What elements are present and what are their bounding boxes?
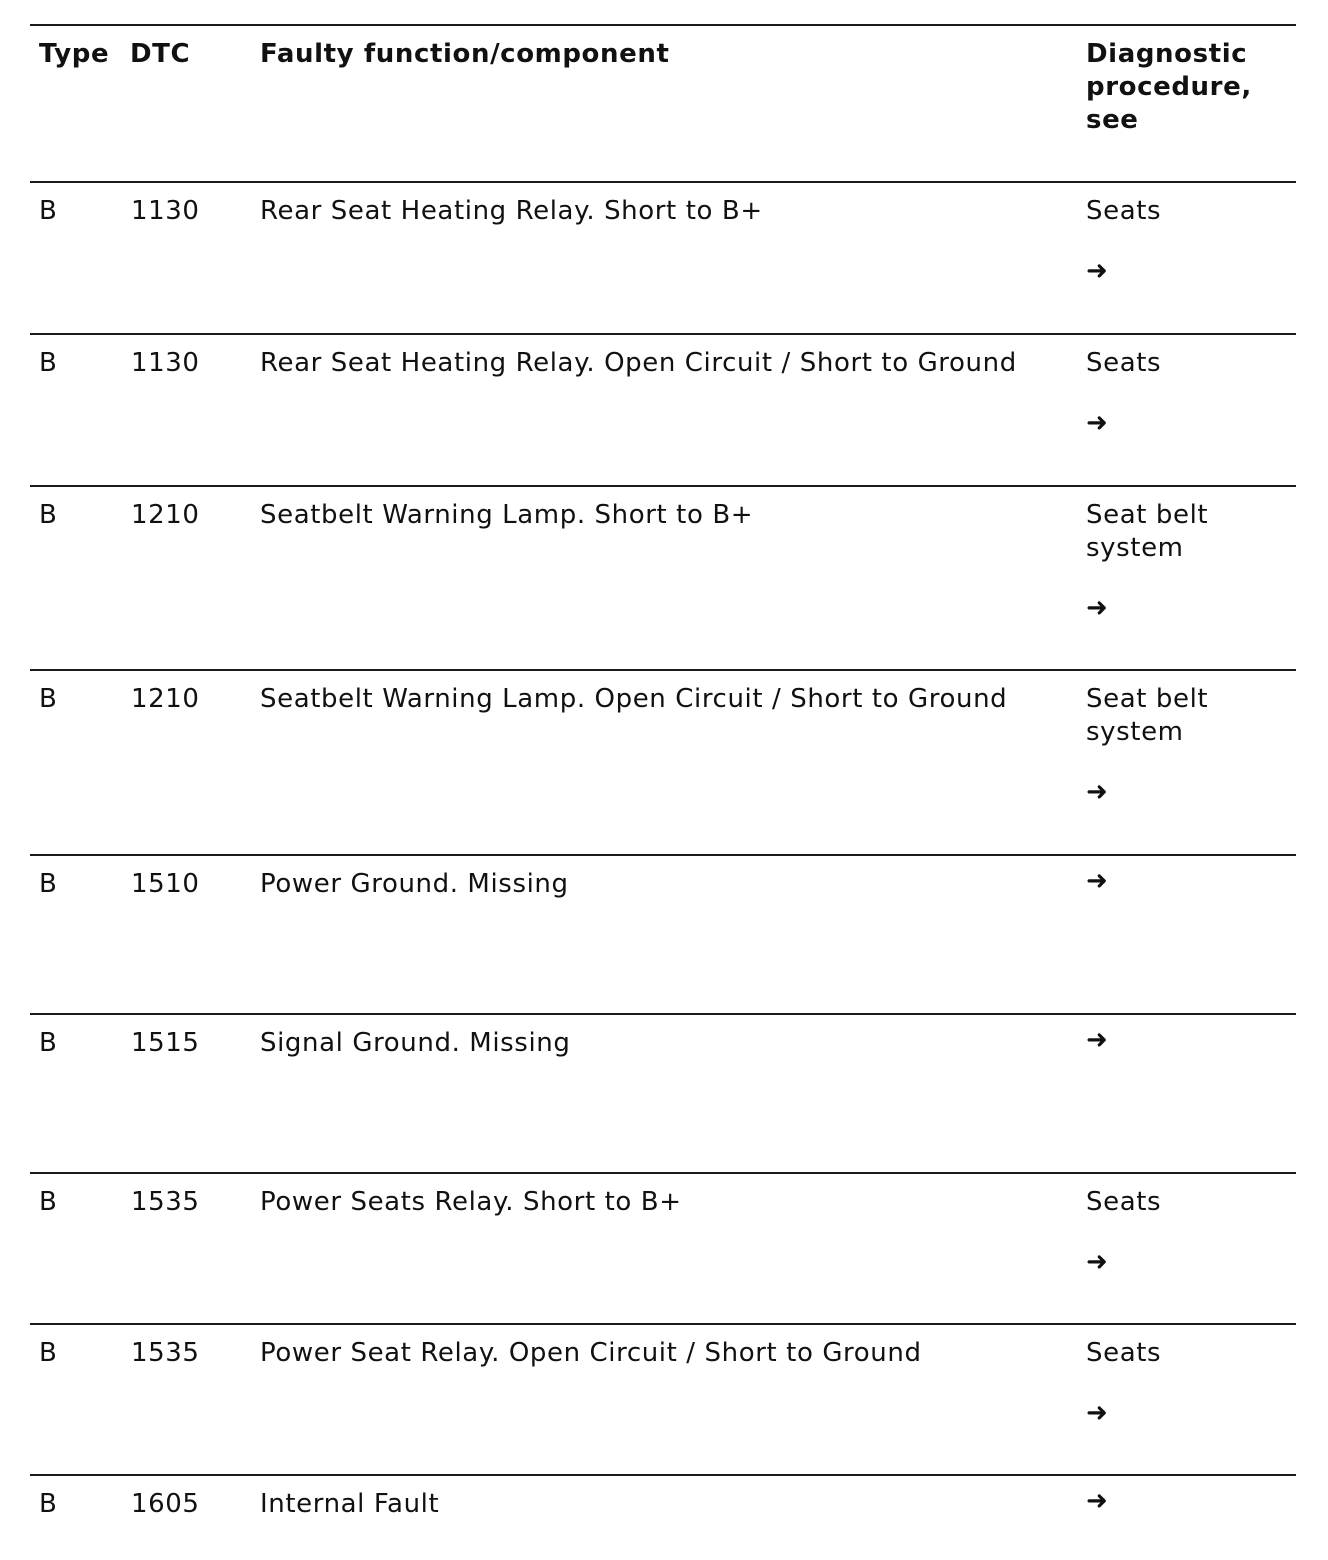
- cell-procedure: [1086, 1027, 1286, 1053]
- cell-function: Signal Ground. Missing: [260, 1028, 571, 1058]
- right-arrow-icon[interactable]: ➜: [1086, 256, 1109, 286]
- cell-procedure: [1086, 683, 1286, 805]
- procedure-link[interactable]: Seat belt system: [1086, 500, 1209, 563]
- cell-dtc: 1510: [131, 869, 200, 899]
- cell-type: B: [39, 1489, 58, 1519]
- cell-function: Rear Seat Heating Relay. Open Circuit / Short to Ground: [260, 348, 1017, 378]
- table-row: [30, 333, 1296, 485]
- table-row: [30, 669, 1296, 854]
- cell-dtc: 1130: [131, 196, 200, 226]
- right-arrow-icon[interactable]: ➜: [1086, 777, 1109, 807]
- cell-function: Seatbelt Warning Lamp. Short to B+: [260, 500, 754, 530]
- cell-function: Rear Seat Heating Relay. Short to B+: [260, 196, 763, 226]
- cell-type: B: [39, 196, 58, 226]
- cell-dtc: 1515: [131, 1028, 200, 1058]
- cell-function: Power Seat Relay. Open Circuit / Short to Ground: [260, 1338, 922, 1368]
- cell-procedure: [1086, 1488, 1286, 1514]
- cell-type: B: [39, 1187, 58, 1217]
- dtc-table: [30, 24, 1296, 1558]
- cell-dtc: 1130: [131, 348, 200, 378]
- table-row: [30, 1172, 1296, 1323]
- right-arrow-icon[interactable]: ➜: [1086, 1398, 1109, 1428]
- header-function: Faulty function/component: [260, 39, 670, 69]
- cell-dtc: 1605: [131, 1489, 200, 1519]
- cell-function: Power Ground. Missing: [260, 869, 569, 899]
- cell-type: B: [39, 684, 58, 714]
- cell-function: Power Seats Relay. Short to B+: [260, 1187, 682, 1217]
- cell-type: B: [39, 348, 58, 378]
- table-row: [30, 854, 1296, 1013]
- cell-function: Seatbelt Warning Lamp. Open Circuit / Short to Ground: [260, 684, 1008, 714]
- cell-procedure: [1086, 195, 1286, 284]
- cell-procedure: [1086, 1337, 1286, 1426]
- cell-procedure: [1086, 347, 1286, 436]
- cell-procedure: [1086, 1186, 1286, 1275]
- table-row: [30, 1474, 1296, 1558]
- right-arrow-icon[interactable]: ➜: [1086, 1025, 1109, 1055]
- table-row: [30, 1013, 1296, 1172]
- header-dtc: DTC: [130, 39, 191, 69]
- cell-type: B: [39, 1028, 58, 1058]
- procedure-link[interactable]: Seats: [1086, 196, 1162, 226]
- right-arrow-icon[interactable]: ➜: [1086, 408, 1109, 438]
- cell-procedure: [1086, 868, 1286, 894]
- procedure-link[interactable]: Seat belt system: [1086, 684, 1209, 747]
- cell-dtc: 1210: [131, 500, 200, 530]
- right-arrow-icon[interactable]: ➜: [1086, 866, 1109, 896]
- cell-dtc: 1535: [131, 1338, 200, 1368]
- right-arrow-icon[interactable]: ➜: [1086, 593, 1109, 623]
- table-header-row: [30, 24, 1296, 181]
- cell-dtc: 1210: [131, 684, 200, 714]
- cell-procedure: [1086, 499, 1286, 621]
- table-row: [30, 1323, 1296, 1474]
- header-type: Type: [39, 39, 110, 69]
- cell-type: B: [39, 869, 58, 899]
- cell-function: Internal Fault: [260, 1489, 440, 1519]
- procedure-link[interactable]: Seats: [1086, 1187, 1162, 1217]
- cell-dtc: 1535: [131, 1187, 200, 1217]
- table-row: [30, 181, 1296, 333]
- cell-type: B: [39, 500, 58, 530]
- cell-type: B: [39, 1338, 58, 1368]
- procedure-link[interactable]: Seats: [1086, 1338, 1162, 1368]
- procedure-link[interactable]: Seats: [1086, 348, 1162, 378]
- table-row: [30, 485, 1296, 669]
- right-arrow-icon[interactable]: ➜: [1086, 1247, 1109, 1277]
- header-procedure: Diagnostic procedure, see: [1086, 39, 1252, 135]
- right-arrow-icon[interactable]: ➜: [1086, 1486, 1109, 1516]
